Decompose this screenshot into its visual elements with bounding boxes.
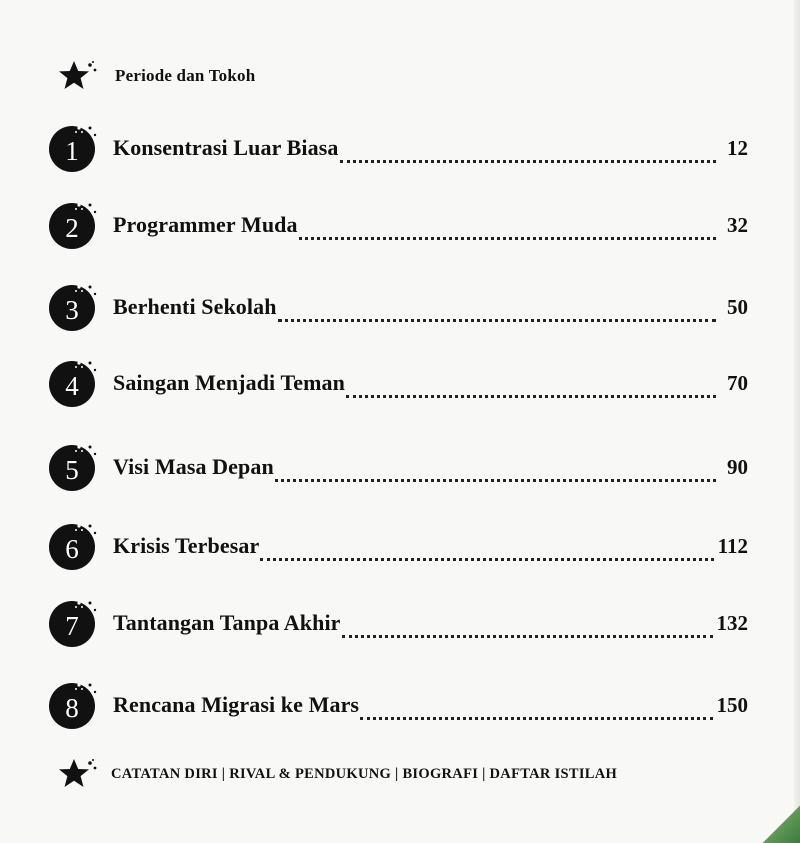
page-number: 70 <box>727 370 748 395</box>
chapter-number: 4 <box>65 371 79 401</box>
dot-leader <box>299 217 716 240</box>
chapter-title: Konsentrasi Luar Biasa <box>113 135 339 160</box>
chapter-number: 7 <box>65 611 79 641</box>
chapter-title: Rencana Migrasi ke Mars <box>113 692 360 717</box>
toc-item[interactable] <box>48 281 748 333</box>
toc-item[interactable] <box>48 679 748 731</box>
dot-leader <box>275 459 716 482</box>
chapter-number: 6 <box>65 534 79 564</box>
chapter-title: Saingan Menjadi Teman <box>113 370 345 395</box>
number-badge-icon <box>48 442 98 492</box>
chapter-title: Berhenti Sekolah <box>113 294 277 319</box>
page-number: 12 <box>727 135 748 160</box>
chapter-title: Tantangan Tanpa Akhir <box>113 610 341 635</box>
chapter-title: Visi Masa Depan <box>113 454 274 479</box>
chapter-number: 1 <box>65 136 79 166</box>
number-badge-icon <box>48 123 98 173</box>
number-badge-icon <box>48 680 98 730</box>
page-number: 90 <box>727 454 748 479</box>
star-icon <box>57 756 101 792</box>
toc-item[interactable] <box>48 122 748 174</box>
chapter-number: 2 <box>65 213 79 243</box>
chapter-title: Krisis Terbesar <box>113 533 260 558</box>
chapter-number: 8 <box>65 693 79 723</box>
page-number: 150 <box>716 692 748 717</box>
toc-item[interactable] <box>48 441 748 493</box>
toc-item[interactable] <box>48 357 748 409</box>
toc-item[interactable] <box>48 597 748 649</box>
star-icon <box>57 58 101 94</box>
number-badge-icon <box>48 200 98 250</box>
number-badge-icon <box>48 521 98 571</box>
chapter-number: 3 <box>65 295 79 325</box>
number-badge-icon <box>48 598 98 648</box>
page-number: 132 <box>716 610 748 635</box>
dot-leader <box>278 299 716 322</box>
header <box>57 58 255 94</box>
page-number: 112 <box>717 533 748 558</box>
dot-leader <box>340 140 717 163</box>
chapter-number: 5 <box>65 455 79 485</box>
page-edge <box>794 0 800 843</box>
page-number: 32 <box>727 212 748 237</box>
corner-illustration <box>756 803 800 843</box>
dot-leader <box>360 697 712 720</box>
toc-item[interactable] <box>48 199 748 251</box>
footer <box>57 756 617 792</box>
dot-leader <box>260 538 713 561</box>
footer-links[interactable]: CATATAN DIRI | RIVAL & PENDUKUNG | BIOGRAFI | DAFTAR ISTILAH <box>111 765 618 782</box>
page-number: 50 <box>727 294 748 319</box>
chapter-title: Programmer Muda <box>113 212 298 237</box>
dot-leader <box>346 375 716 398</box>
toc-item[interactable] <box>48 520 748 572</box>
number-badge-icon <box>48 282 98 332</box>
header-title: Periode dan Tokoh <box>115 66 256 85</box>
dot-leader <box>342 615 713 638</box>
number-badge-icon <box>48 358 98 408</box>
